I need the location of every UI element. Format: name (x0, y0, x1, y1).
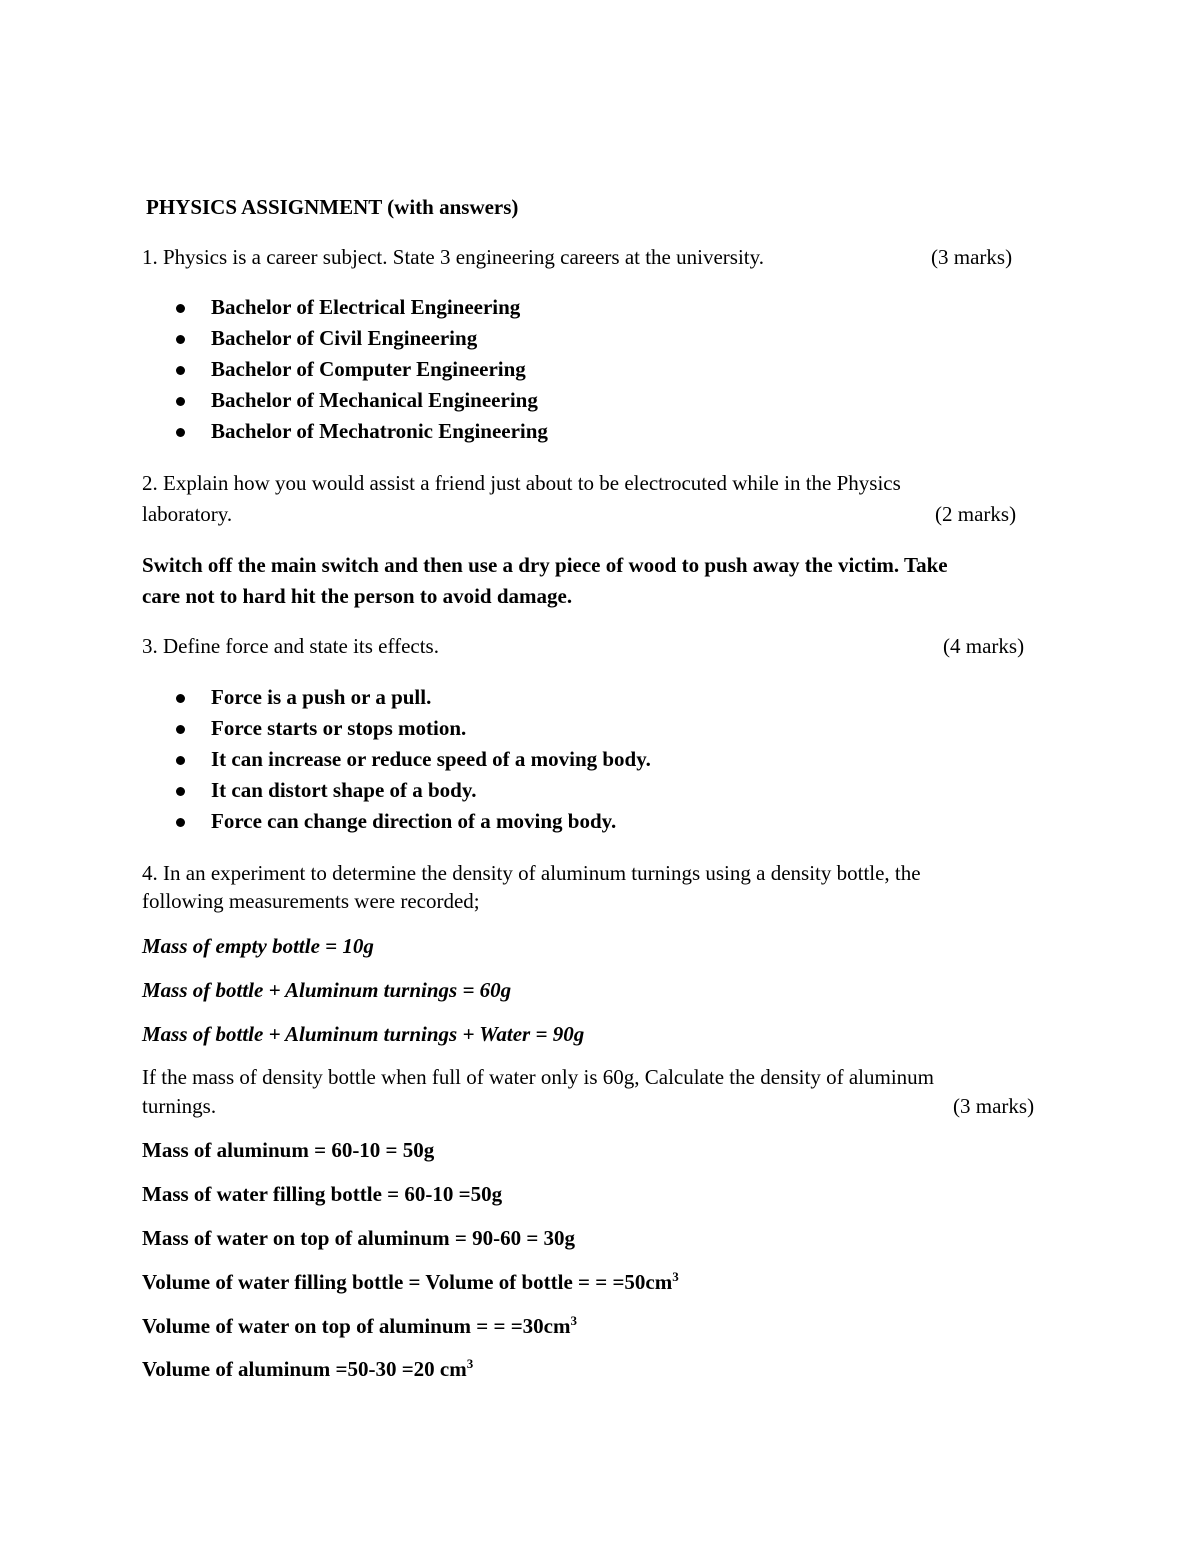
question-4-line-1: 4. In an experiment to determine the density of aluminum turnings using a density bottle, the (142, 861, 921, 885)
measurement-3: Mass of bottle + Aluminum turnings + Water = 90g (142, 1022, 585, 1046)
question-4-prompt-line-2: turnings. (142, 1094, 217, 1118)
bullet-icon (176, 428, 185, 437)
question-2-answer-line-2: care not to hard hit the person to avoid damage. (142, 584, 573, 608)
page-title: PHYSICS ASSIGNMENT (with answers) (146, 195, 519, 219)
solution-step-2: Mass of water filling bottle = 60-10 =50g (142, 1182, 503, 1206)
bullet-icon (176, 787, 185, 796)
bullet-icon (176, 818, 185, 827)
bullet-icon (176, 304, 185, 313)
question-4-line-2: following measurements were recorded; (142, 889, 480, 913)
bullet-icon (176, 397, 185, 406)
question-2-marks: (2 marks) (935, 502, 1017, 526)
measurement-1: Mass of empty bottle = 10g (142, 934, 374, 958)
solution-step-5: Volume of water on top of aluminum = = $=30cm^3$ (142, 1313, 577, 1338)
solution-step-4: Volume of water filling bottle = Volume of bottle = = $=50cm^3$ (142, 1269, 679, 1294)
question-2-answer-line-1: Switch off the main switch and then use a dry piece of wood to push away the victim. Take (142, 553, 948, 577)
bullet-icon (176, 756, 185, 765)
question-3: 3. Define force and state its effects. (142, 634, 439, 658)
solution-step-3: Mass of water on top of aluminum = 90-60 = 30g (142, 1226, 576, 1250)
solution-step-6: Volume of aluminum =50-30 =20 $cm^3$ (142, 1356, 474, 1381)
bullet-icon (176, 366, 185, 375)
document-page: PHYSICS ASSIGNMENT (with answers) 1. Physics is a career subject. State 3 engineering careers at the university. (3 marks) Bachelor of Electrical Engineering Bachelor of Civil Engineering Bachelor of Computer Engineering Bachelor of Mechanical Engineering Bachelor of Mechatronic Engineering 2. Explain how you would assist a friend just about to be electrocuted while in the Physics laboratory. (2 marks) Switch off the main switch and then use a dry piece of wood to push away the victim. Take care not to hard hit the person to avoid damage. 3. Define force and state its effects. (4 marks) Force is a push or a pull. Force starts or stops motion. It can increase or reduce speed of a moving body. It can distort shape of a body. Force can change direction of a moving body. 4. In an experiment to determine the density of aluminum turnings using a density bottle, the following measurements were recorded; Mass of empty bottle = 10g Mass of bottle + Aluminum turnings = 60g Mass of bottle + Aluminum turnings + Water = 90g If the mass of density bottle when full of water only is 60g, Calculate the density of aluminum turnings. (3 marks) Mass of aluminum = 60-10 = 50g Mass of water filling bottle = 60-10 =50g Mass of water on top of aluminum = 90-60 = 30g Volume of water filling bottle = Volume of bottle = = $=50cm^3$ Volume of water on top of aluminum = = $=30cm^3$ Volume of aluminum =50-30 =20 $cm^3$ (142, 195, 1035, 1381)
solution-step-1: Mass of aluminum = 60-10 = 50g (142, 1138, 435, 1162)
question-1: 1. Physics is a career subject. State 3 engineering careers at the university. (142, 245, 765, 269)
question-1-marks: (3 marks) (931, 245, 1013, 269)
measurement-2: Mass of bottle + Aluminum turnings = 60g (142, 978, 512, 1002)
question-2-line-2: laboratory. (142, 502, 233, 526)
question-4-prompt-line-1: If the mass of density bottle when full of water only is 60g, Calculate the density of aluminum (142, 1065, 935, 1089)
question-3-marks: (4 marks) (943, 634, 1025, 658)
question-4-marks: (3 marks) (953, 1094, 1035, 1118)
bullet-icon (176, 725, 185, 734)
question-2-line-1: 2. Explain how you would assist a friend just about to be electrocuted while in the Physics (142, 471, 901, 495)
bullet-icon (176, 694, 185, 703)
bullet-icon (176, 335, 185, 344)
